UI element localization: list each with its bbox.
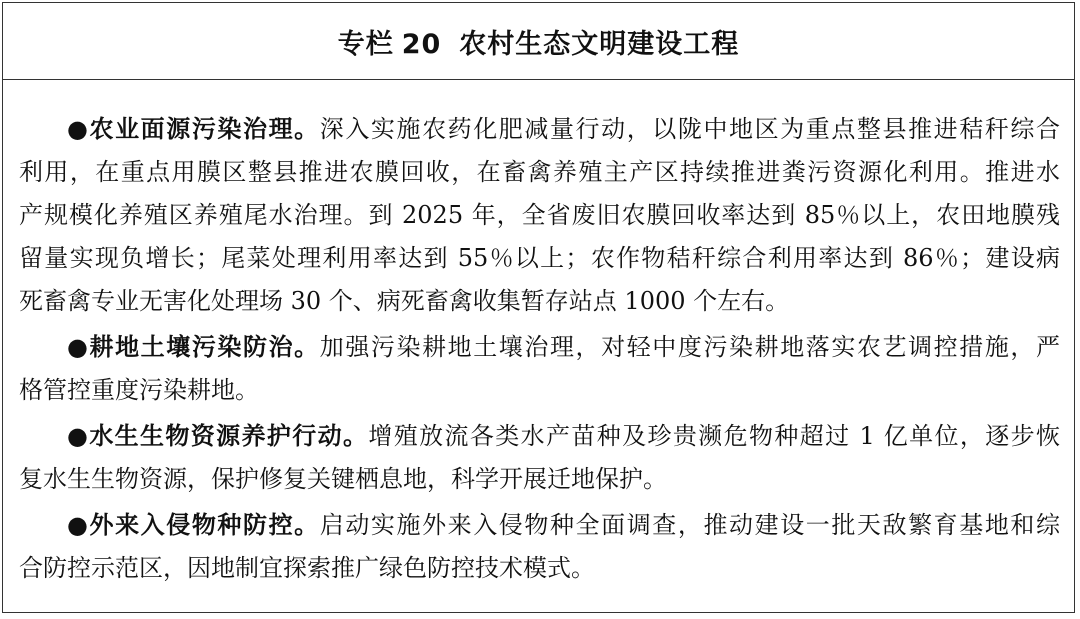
paragraph-line — [19, 108, 1060, 151]
paragraph — [19, 504, 1060, 590]
paragraph-line — [19, 151, 1060, 194]
paragraph-line — [19, 369, 1060, 412]
line-text: 死畜禽专业无害化处理场 30 个、病死畜禽收集暂存站点 1000 个左右。 — [19, 287, 790, 315]
paragraph-line — [19, 547, 1060, 590]
line-text: 启动实施外来入侵物种全面调查，推动建设一批天敌繁育基地和综 — [319, 511, 1060, 539]
paragraph-line — [19, 326, 1060, 369]
paragraph-heading: ●农业面源污染治理。 — [67, 115, 320, 143]
column-body — [3, 80, 1074, 590]
paragraph — [19, 326, 1060, 412]
column-title-text: 农村生态文明建设工程 — [459, 28, 740, 60]
line-text: 深入实施农药化肥减量行动，以陇中地区为重点整县推进秸秆综合 — [319, 115, 1060, 143]
paragraph-heading: ●水生生物资源养护行动。 — [67, 422, 369, 450]
paragraph-heading: ●耕地土壤污染防治。 — [67, 333, 320, 361]
line-text: 增殖放流各类水产苗种及珍贵濒危物种超过 1 亿单位，逐步恢 — [368, 422, 1060, 450]
line-text: 格管控重度污染耕地。 — [19, 376, 259, 404]
column-number: 20 — [401, 28, 442, 60]
line-text: 利用，在重点用膜区整县推进农膜回收，在畜禽养殖主产区持续推进粪污资源化利用。推进水 — [19, 158, 1060, 186]
paragraph-line — [19, 280, 1060, 323]
paragraph-line — [19, 415, 1060, 458]
paragraph-heading: ●外来入侵物种防控。 — [67, 511, 320, 539]
column-box — [2, 2, 1075, 613]
paragraph-line — [19, 237, 1060, 280]
line-text: 加强污染耕地土壤治理，对轻中度污染耕地落实农艺调控措施，严 — [319, 333, 1060, 361]
column-title — [338, 22, 740, 61]
line-text: 产规模化养殖区养殖尾水治理。到 2025 年，全省废旧农膜回收率达到 85％以上，农田地膜残 — [19, 201, 1060, 229]
paragraph — [19, 415, 1060, 501]
column-label: 专栏 — [337, 28, 394, 60]
line-text: 复水生生物资源，保护修复关键栖息地，科学开展迁地保护。 — [19, 465, 667, 493]
line-text: 合防控示范区，因地制宜探索推广绿色防控技术模式。 — [19, 554, 595, 582]
paragraph — [19, 108, 1060, 323]
paragraph-line — [19, 458, 1060, 501]
title-bar — [3, 3, 1074, 80]
paragraph-line — [19, 194, 1060, 237]
paragraph-line — [19, 504, 1060, 547]
line-text: 留量实现负增长；尾菜处理利用率达到 55％以上；农作物秸秆综合利用率达到 86％；建设病 — [19, 244, 1060, 272]
